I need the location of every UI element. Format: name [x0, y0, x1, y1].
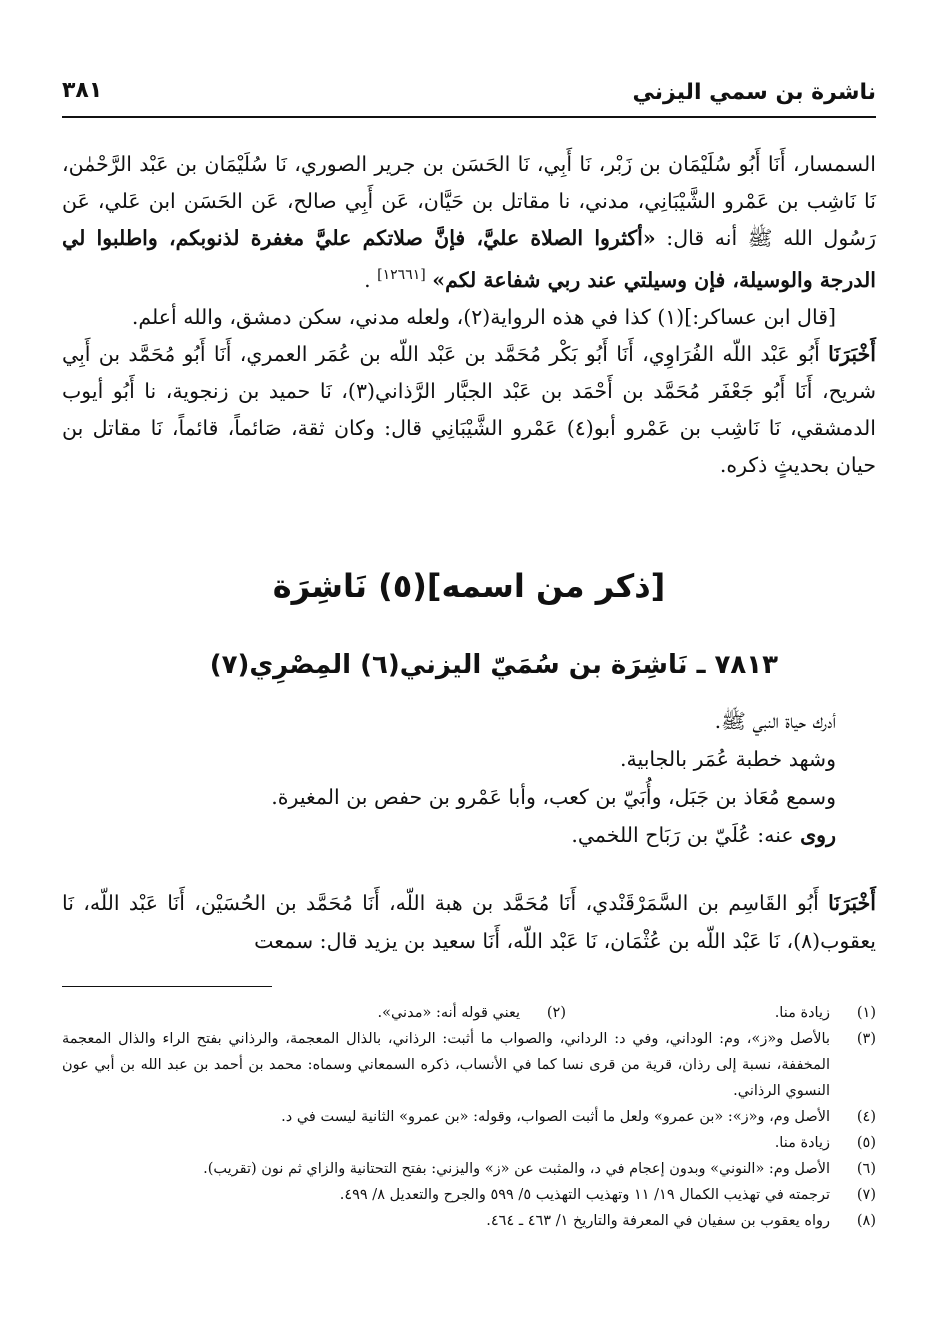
footnote-text: ترجمته في تهذيب الكمال ١٩/ ١١ وتهذيب التهذيب ٥/ ٥٩٩ والجرح والتعديل ٨/ ٤٩٩.	[339, 1187, 830, 1203]
footnote-text: الأصل وم: «النوني» وبدون إعجام في د، والمثبت عن «ز» واليزني: بفتح التحتانية والزاي ثم نون (تقريب).	[203, 1161, 830, 1177]
akhbarana-paragraph-2	[62, 884, 876, 960]
paragraph-end: .	[364, 267, 371, 292]
entry-heading: ٧٨١٣ ـ نَاشِرَة بن سُمَيّ اليزني(٦) المِصْرِي(٧)	[209, 650, 778, 680]
akhbarana-2-line	[62, 884, 876, 960]
rawa-line	[62, 816, 836, 854]
footnote-pair	[62, 1000, 876, 1026]
footnote-number: (٦)	[856, 1161, 876, 1177]
footnote-number: (١)	[856, 1005, 876, 1021]
footnote-number: (٧)	[856, 1187, 876, 1203]
footnote	[62, 1130, 876, 1156]
entry-body	[62, 702, 836, 854]
footnote-text: زيادة منا.	[774, 1135, 830, 1151]
footnote-number: (٨)	[856, 1213, 876, 1229]
akhbarana-text: أَبُو القَاسِم بن السَّمَرْقَنْدي، أَنَا مُحَمَّد بن هبة اللّه، أَنَا مُحَمَّد بن الحُسَيْن، أَنَا عَبْد اللّه، نَا يعقوب(٨)، نَا عَبْد اللّه بن عُثْمَان، نَا عَبْد اللّه، أَنَا سعيد بن يزيد قال: سمعت	[62, 891, 876, 953]
footnote-text: رواه يعقوب بن سفيان في المعرفة والتاريخ ١/ ٤٦٣ ـ ٤٦٤.	[486, 1213, 830, 1229]
entry-line: وشهد خطبة عُمَر بالجابية.	[620, 747, 836, 771]
isnad-text: السمسار، أَنَا أَبُو سُلَيْمَان بن زَبْر، نَا أَبِي، نَا الحَسَن بن جرير الصوري، نَا سُلَيْمَان بن عَبْد الرَّحْمٰن، نَا نَاشِب بن عَمْرو الشَّيْبَانِي، مدني، نا مقاتل بن حَيَّان، عَن أَبِي صالح، عَن الحَسَن ابن عَلي، عَن رَسُول الله ﷺ أنه قال:	[62, 152, 876, 250]
footnote-number: (٢)	[546, 1005, 566, 1021]
ibn-asakir-note: [قال ابن عساكر:](١) كذا في هذه الرواية(٢)، ولعله مدني، سكن دمشق، والله أعلم.	[131, 304, 836, 329]
entry-line: وسمع مُعَاذ بن جَبَل، وأُبَيّ بن كعب، وأبا عَمْرو بن حفص بن المغيرة.	[271, 785, 836, 809]
footnote	[62, 1208, 876, 1234]
akhbarana-lead: أَخْبَرَنَا	[828, 891, 876, 915]
hadith-quote: «أكثروا الصلاة عليَّ، فإنَّ صلاتكم عليَّ مغفرة لذنوبكم، واطلبوا لي الدرجة والوسيلة، فإن وسيلتي عند ربي شفاعة لكم»	[62, 226, 876, 292]
akhbarana-lead: أَخْبَرَنَا	[828, 341, 876, 366]
footnote	[566, 1000, 876, 1026]
rawa-text: عنه: عُلَيّ بن رَبَاح اللخمي.	[571, 823, 794, 847]
rawa-lead: روى	[800, 823, 836, 847]
footnote-number: (٥)	[856, 1135, 876, 1151]
footnote	[62, 1104, 876, 1130]
footnote	[62, 1182, 876, 1208]
section-heading: [ذكر من اسمه](٥) نَاشِرَة	[272, 567, 666, 605]
footnote-number: (٣)	[856, 1031, 876, 1047]
akhbarana-text: أَبُو عَبْد اللّه الفُرَاوِي، أَنَا أَبُو بَكْر مُحَمَّد بن عَبْد اللّه بن عُمَر العمري، أَنَا أَبُو مُحَمَّد بن أَبِي شريح، أَنَا أَبُو جَعْفَر مُحَمَّد بن أَحْمَد بن عَبْد الجبَّار الرَّذاني(٣)، نَا حميد بن زنجوية، نا أَبُو أيوب الدمشقي، نَا نَاشِب بن عَمْرو أبو(٤) عَمْرو الشَّيْبَانِي قال: وكان ثقة، صَائماً، قائماً، نَا مقاتل بن حيان بحديثٍ ذكره.	[62, 341, 877, 477]
akhbarana-paragraph-1	[62, 336, 876, 484]
opening-paragraph	[62, 146, 876, 299]
main-text	[62, 146, 876, 484]
running-title: ناشرة بن سمي اليزني	[632, 80, 876, 105]
hadith-ref: [١٢٦٦١]	[377, 267, 426, 283]
page-number: ٣٨١	[62, 78, 103, 103]
footnote	[256, 1000, 566, 1026]
footnote-text: بالأصل و«ز»، وم: الوداني، وفي د: الرداني، والصواب ما أثبت: الرذاني، بالذال المعجمة، والرذاني بفتح الراء والذال المعجمة المخففة، نسبة إلى رذان، قرية من قرى نسا كما في الأنساب، ذكره السمعاني وسماه: محمد بن أحمد بن عبد الله بن أبي عون النسوي الرذاني.	[62, 1031, 830, 1099]
footnote-text: الأصل وم، و«ز»: «بن عمرو» ولعل ما أثبت الصواب، وقوله: «بن عمرو» الثانية ليست في د.	[281, 1109, 830, 1125]
footnote-text: يعني قوله أنه: «مدني».	[377, 1005, 520, 1021]
footnote	[62, 1026, 876, 1104]
footnotes	[62, 1000, 876, 1234]
footnote-text: زيادة منا.	[774, 1005, 830, 1021]
footnote-number: (٤)	[856, 1109, 876, 1125]
entry-line: أدرك حياة النبي ﷺ.	[714, 709, 836, 733]
footnote-divider	[62, 986, 272, 987]
page-header	[62, 72, 876, 118]
footnote	[62, 1156, 876, 1182]
